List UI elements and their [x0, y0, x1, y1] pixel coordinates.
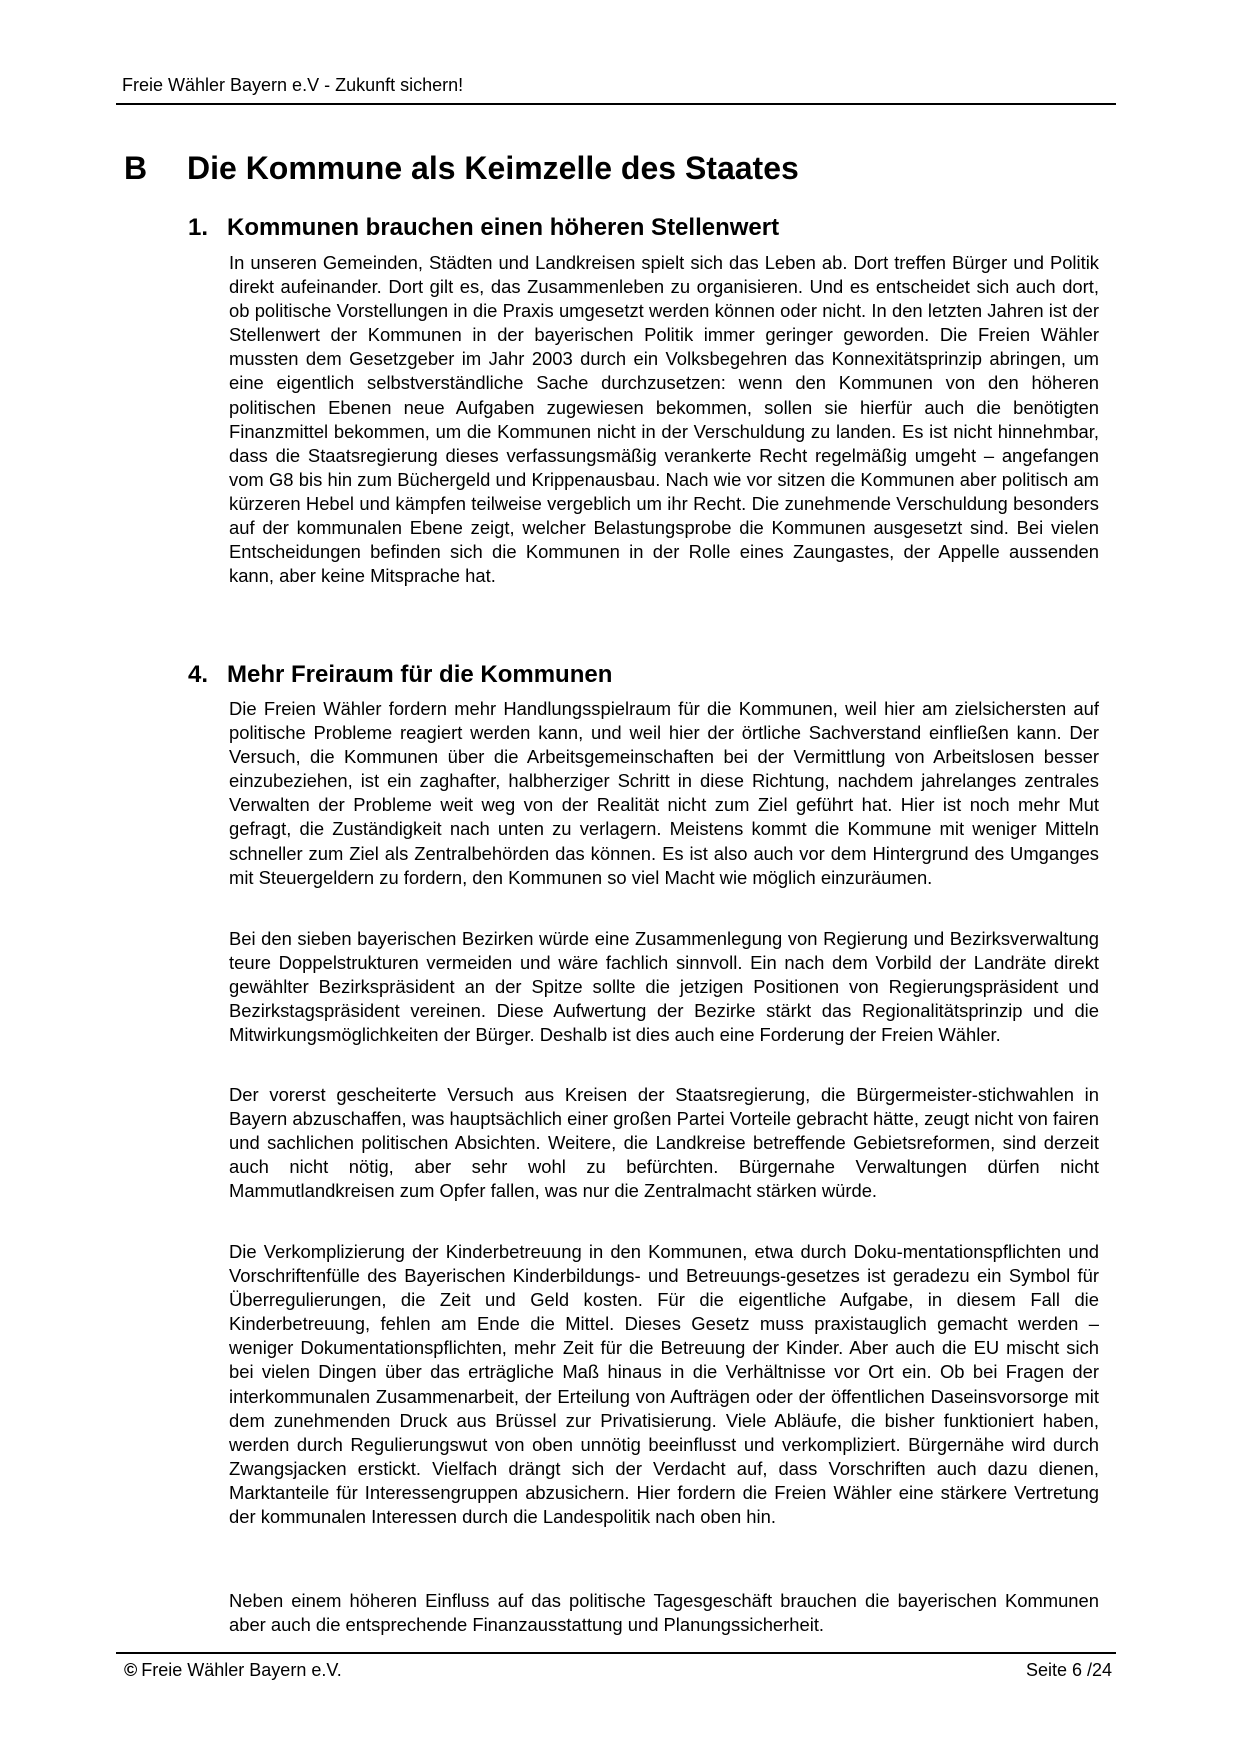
- page-number: Seite 6 /24: [1025, 1660, 1112, 1680]
- footer-copyright: [124, 1659, 342, 1681]
- paragraph: Die Verkomplizierung der Kinderbetreuung in den Kommunen, etwa durch Doku-mentationspflichten und Vorschriftenfülle des Bayerischen Kinderbildungs- und Betreuungs-gesetzes ist geradezu ein Symbol für Überregulierungen, die Zeit und Geld kosten. Für die eigentliche Aufgabe, in diesem Fall die Kinderbetreuung, fehlen am Ende die Mittel. Dieses Gesetz muss praxistauglich gemacht werden – weniger Dokumentationspflichten, mehr Zeit für die Betreuung der Kinder. Aber auch die EU mischt sich bei vielen Dingen über das erträgliche Maß hinaus in die Verhältnisse vor Ort ein. Ob bei Fragen der interkommunalen Zusammenarbeit, der Erteilung von Aufträgen oder der öffentlichen Daseinsvorsorge mit dem zunehmenden Druck aus Brüssel zur Privatisierung. Viele Abläufe, die bisher funktioniert haben, werden durch Regulierungswut von oben unnötig beeinflusst und verkompliziert. Bürgernähe wird durch Zwangsjacken erstickt. Vielfach drängt sich der Verdacht auf, dass Vorschriften auch dazu dienen, Marktanteile für Interessengruppen abzusichern. Hier fordern die Freien Wähler eine stärkere Vertretung der kommunalen Interessen durch die Landespolitik nach oben hin.: [229, 1241, 1099, 1528]
- paragraph: Die Freien Wähler fordern mehr Handlungsspielraum für die Kommunen, weil hier am zielsichersten auf politische Probleme reagiert werden kann, und weil hier der örtliche Sachverstand einfließen kann. Der Versuch, die Kommunen über die Arbeitsgemeinschaften bei der Vermittlung von Arbeitslosen besser einzubeziehen, ist ein zaghafter, halbherziger Schritt in diese Richtung, nachdem jahrelanges zentrales Verwalten der Probleme weit weg von der Realität nicht zum Ziel geführt hat. Hier ist noch mehr Mut gefragt, die Zuständigkeit nach unten zu verlagern. Meistens kommt die Kommune mit weniger Mitteln schneller zum Ziel als Zentralbehörden das können. Es ist also auch vor dem Hintergrund des Umganges mit Steuergeldern zu fordern, den Kommunen so viel Macht wie möglich einzuräumen.: [229, 698, 1099, 888]
- page-header: Freie Wähler Bayern e.V - Zukunft sichern!: [122, 75, 464, 95]
- paragraph: Neben einem höheren Einfluss auf das politische Tagesgeschäft brauchen die bayerischen Kommunen aber auch die entsprechende Finanzausstattung und Planungssicherheit.: [229, 1590, 1099, 1636]
- paragraph: Bei den sieben bayerischen Bezirken würde eine Zusammenlegung von Regierung und Bezirksverwaltung teure Doppelstrukturen vermeiden und wäre fachlich sinnvoll. Ein nach dem Vorbild der Landräte direkt gewählter Bezirkspräsident an der Spitze sollte die jetzigen Positionen von Regierungspräsident und Bezirkstagspräsident vereinen. Diese Aufwertung der Bezirke stärkt das Regionalitätsprinzip und die Mitwirkungsmöglichkeiten der Bürger. Deshalb ist dies auch eine Forderung der Freien Wähler.: [229, 928, 1099, 1046]
- section-heading-4: [188, 660, 1088, 690]
- footer-organization: Freie Wähler Bayern e.V.: [141, 1660, 342, 1680]
- section-title: Kommunen brauchen einen höheren Stellenwert: [227, 214, 780, 241]
- header-divider: [116, 103, 1116, 105]
- paragraph: In unseren Gemeinden, Städten und Landkreisen spielt sich das Leben ab. Dort treffen Bürger und Politik direkt aufeinander. Dort gilt es, das Zusammenleben zu organisieren. Und es entscheidet sich auch dort, ob politische Vorstellungen in die Praxis umgesetzt werden können oder nicht. In den letzten Jahren ist der Stellenwert der Kommunen in der bayerischen Politik immer geringer geworden. Die Freien Wähler mussten dem Gesetzgeber im Jahr 2003 durch ein Volksbegehren das Konnexitätsprinzip abringen, um eine eigentlich selbstverständliche Sache durchzusetzen: wenn den Kommunen von den höheren politischen Ebenen neue Aufgaben zugewiesen bekommen, sollen sie hierfür auch die benötigten Finanzmittel bekommen, um die Kommunen nicht in der Verschuldung zu landen. Es ist nicht hinnehmbar, dass die Staatsregierung dieses verfassungsmäßig verankerte Recht regelmäßig umgeht – angefangen vom G8 bis hin zum Büchergeld und Krippenausbau. Nach wie vor sitzen die Kommunen aber politisch am kürzeren Hebel und kämpfen teilweise vergeblich um ihr Recht. Die zunehmende Verschuldung besonders auf der kommunalen Ebene zeigt, welcher Belastungsprobe die Kommunen ausgesetzt sind. Bei vielen Entscheidungen befinden sich die Kommunen in der Rolle eines Zaungastes, der Appelle aussenden kann, aber keine Mitsprache hat.: [229, 252, 1099, 587]
- section-number: 1.: [188, 214, 209, 241]
- chapter-heading: [124, 148, 1114, 188]
- paragraph: Der vorerst gescheiterte Versuch aus Kreisen der Staatsregierung, die Bürgermeister-stichwahlen in Bayern abzuschaffen, was hauptsächlich einer großen Partei Vorteile gebracht hätte, zeugt nicht von fairen und sachlichen politischen Absichten. Weitere, die Landkreise betreffende Gebietsreformen, sind derzeit auch nicht nötig, aber sehr wohl zu befürchten. Bürgernahe Verwaltungen dürfen nicht Mammutlandkreisen zum Opfer fallen, was nur die Zentralmacht stärken würde.: [229, 1084, 1099, 1202]
- section-title: Mehr Freiraum für die Kommunen: [227, 661, 613, 688]
- section-number: 4.: [188, 661, 209, 688]
- footer-divider: [116, 1652, 1116, 1654]
- chapter-letter: B: [124, 150, 148, 186]
- section-heading-1: [188, 213, 1088, 243]
- copyright-icon: ©: [124, 1660, 138, 1680]
- chapter-title: Die Kommune als Keimzelle des Staates: [187, 150, 799, 186]
